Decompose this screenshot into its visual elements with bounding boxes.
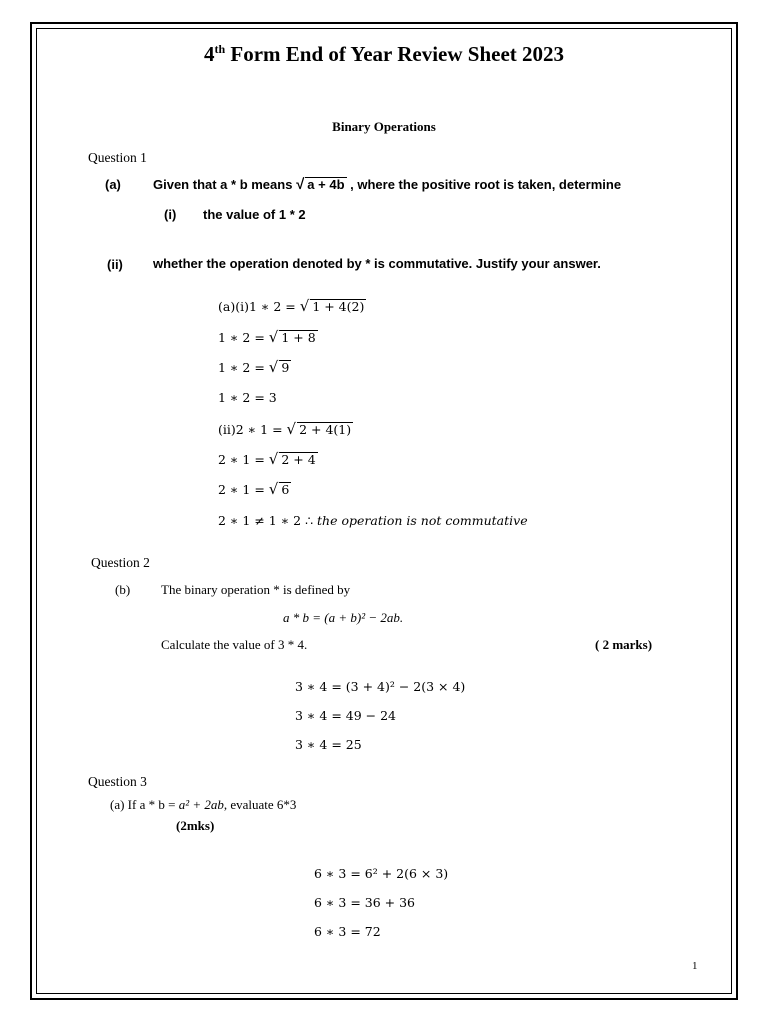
question-1-heading: Question 1 <box>88 150 147 165</box>
q2-calc-text: Calculate the value of 3 * 4. <box>161 637 308 652</box>
q1-work-line-5: (ii)2 ∗ 1 = √ 2 + 4(1) <box>218 420 352 438</box>
q2-definition: a * b = (a + b)² − 2ab. <box>283 610 404 625</box>
q2-work-line-1: 3 ∗ 4 = (3 + 4)² − 2(3 × 4) <box>295 679 466 694</box>
q1-part-ii-text: whether the operation denoted by * is commutative. Justify your answer. <box>153 256 601 271</box>
q3-work-line-3: 6 ∗ 3 = 72 <box>314 924 381 939</box>
q1-part-a-text: Given that a * b means √ a + 4b , where the positive root is taken, determine <box>153 176 622 193</box>
q2-marks: ( 2 marks) <box>595 637 653 652</box>
q1-work-line-3: 1 ∗ 2 = √ 9 <box>218 358 290 376</box>
page-title: 4th Form End of Year Review Sheet 2023 <box>203 42 565 66</box>
q1-conclusion: the operation is not commutative <box>317 513 528 528</box>
q1-part-ii-label: (ii) <box>107 257 123 272</box>
q3-marks: (2mks) <box>176 818 215 833</box>
title-superscript: th <box>214 42 226 56</box>
page-border-inner <box>36 28 732 994</box>
question-3-heading: Question 3 <box>88 774 147 789</box>
q1-part-i-label: (i) <box>164 207 177 222</box>
q2-part-b-label: (b) <box>115 582 131 597</box>
question-2-heading: Question 2 <box>91 555 150 570</box>
q1-part-i-text: the value of 1 * 2 <box>203 207 306 222</box>
q2-work-line-2: 3 ∗ 4 = 49 − 24 <box>295 708 397 723</box>
q1-work-line-7: 2 ∗ 1 = √ 6 <box>218 480 290 498</box>
section-subtitle: Binary Operations <box>332 119 436 134</box>
q2-work-line-3: 3 ∗ 4 = 25 <box>295 737 362 752</box>
q1-work-line-4: 1 ∗ 2 = 3 <box>218 390 277 405</box>
q1-work-line-1: (a)(i)1 ∗ 2 = √ 1 + 4(2) <box>218 297 365 315</box>
q2-part-b-text: The binary operation * is defined by <box>161 582 351 597</box>
q1-radicand: a + 4b <box>307 177 345 192</box>
q3-work-line-2: 6 ∗ 3 = 36 + 36 <box>314 895 416 910</box>
q3-part-a-text: (a) If a * b = a² + 2ab, evaluate 6*3 <box>110 797 297 812</box>
q1-part-a-label: (a) <box>105 177 121 192</box>
q3-work-line-1: 6 ∗ 3 = 6² + 2(6 × 3) <box>314 866 449 881</box>
q1-work-line-8: 2 ∗ 1 ≠ 1 ∗ 2 ∴ the operation is not commutative <box>218 513 528 528</box>
q3-expression: a² + 2ab <box>178 797 224 812</box>
q1-work-line-2: 1 ∗ 2 = √ 1 + 8 <box>218 328 316 346</box>
page-number: 1 <box>692 960 698 972</box>
q1-work-line-6: 2 ∗ 1 = √ 2 + 4 <box>218 450 316 468</box>
